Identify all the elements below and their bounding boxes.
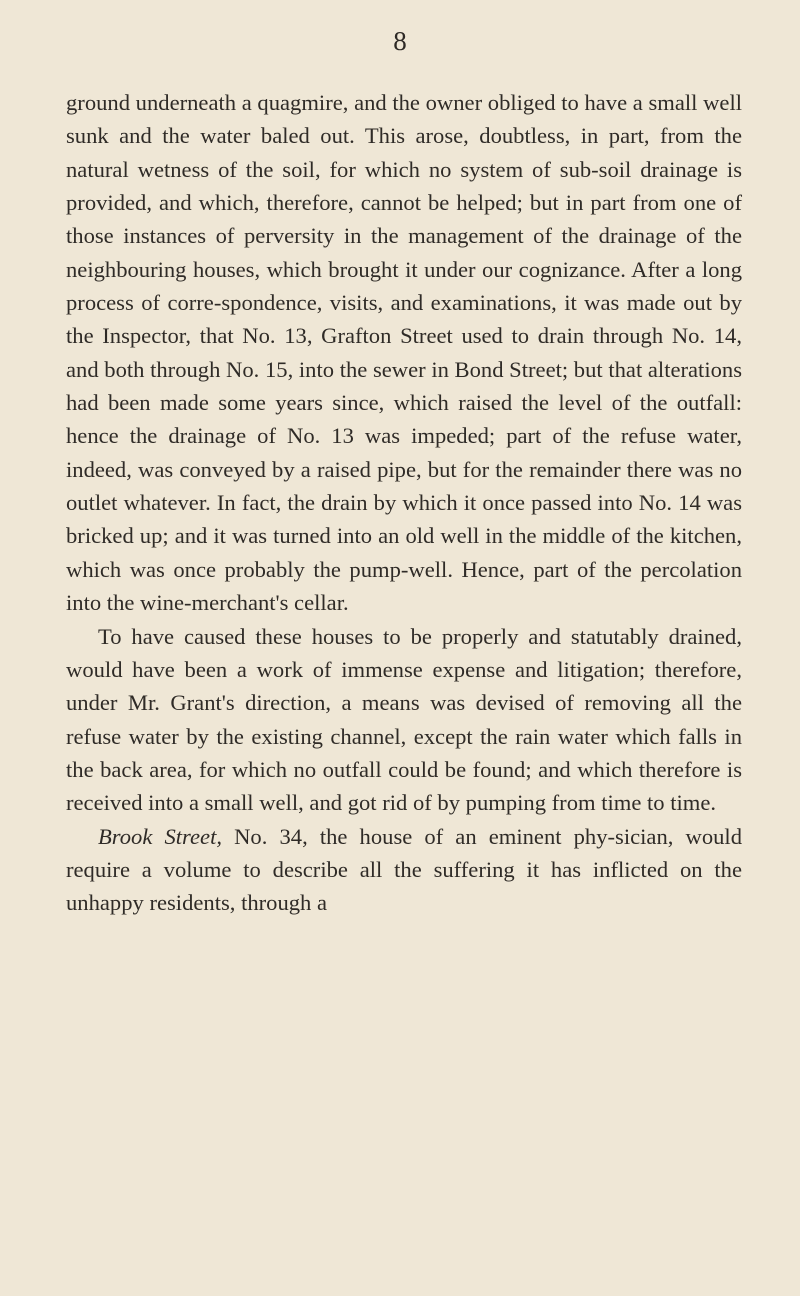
paragraph-3-text: No. 34, the house of an eminent phy-sician, would require a volume to describe all the suffering it has inflicted on the unhappy residents, through a	[66, 823, 742, 916]
paragraph-2: To have caused these houses to be properly and statutably drained, would have been a work of immense expense and litigation; therefore, under Mr. Grant's direction, a means was devised of removing all the refuse water by the existing channel, except the rain water which falls in the back area, for which no outfall could be found; and which therefore is received into a small well, and got rid of by pumping from time to time.	[66, 623, 742, 816]
body-text	[66, 86, 742, 920]
page-number: 8	[393, 26, 407, 56]
street-name-emphasis: Brook Street,	[98, 823, 222, 849]
paragraph-1: ground underneath a quagmire, and the owner obliged to have a small well sunk and the water baled out. This arose, doubtless, in part, from the natural wetness of the soil, for which no system of sub-soil drainage is provided, and which, therefore, cannot be helped; but in part from one of those instances of perversity in the management of the drainage of the neighbouring houses, which brought it under our cognizance. After a long process of corre-spondence, visits, and examinations, it was made out by the Inspector, that No. 13, Grafton Street used to drain through No. 14, and both through No. 15, into the sewer in Bond Street; but that alterations had been made some years since, which raised the level of the outfall: hence the drainage of No. 13 was impeded; part of the refuse water, indeed, was conveyed by a raised pipe, but for the remainder there was no outlet whatever. In fact, the drain by which it once passed into No. 14 was bricked up; and it was turned into an old well in the middle of the kitchen, which was once probably the pump-well. Hence, part of the percolation into the wine-merchant's cellar.	[66, 90, 742, 616]
paragraph-3	[66, 820, 742, 920]
